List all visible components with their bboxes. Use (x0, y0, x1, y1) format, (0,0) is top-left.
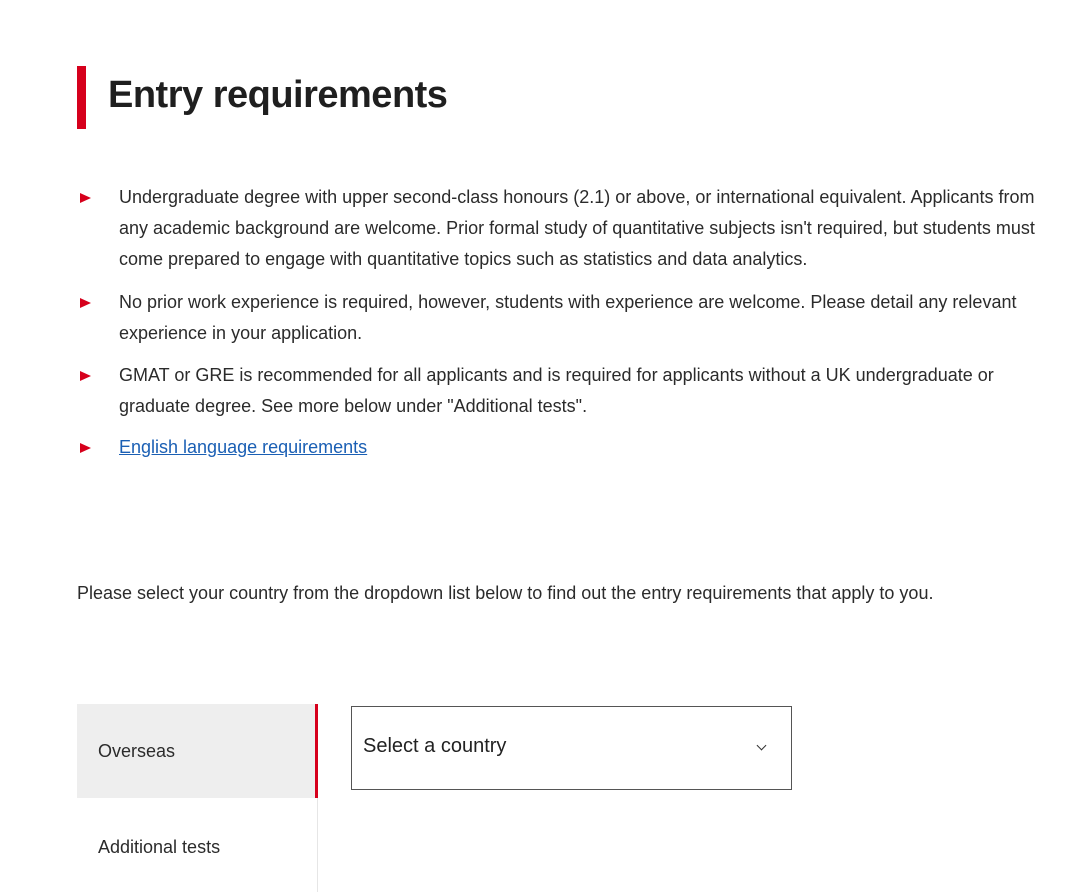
requirement-text: Undergraduate degree with upper second-class honours (2.1) or above, or international equivalent. Applicants from any academic background are welcome. Prior formal study of quantitative subjects isn't required, but students must come prepared to engage with quantitative topics such as statistics and data analytics. (119, 187, 1035, 269)
triangle-bullet-icon (80, 371, 91, 381)
country-intro-text: Please select your country from the dropdown list below to find out the entry requirements that apply to you. (77, 583, 934, 603)
requirement-text: GMAT or GRE is recommended for all applicants and is required for applicants without a UK undergraduate or graduate degree. See more below under "Additional tests". (119, 365, 994, 416)
heading-accent-bar (77, 66, 86, 129)
requirements-list (77, 182, 1037, 475)
triangle-bullet-icon (80, 443, 91, 453)
tab-label: Overseas (98, 740, 176, 761)
section-heading (77, 66, 447, 129)
english-language-requirements-link[interactable]: English language requirements (119, 437, 368, 457)
tab-label: Additional tests (98, 836, 221, 857)
tab-overseas[interactable] (77, 704, 318, 798)
section-title: Entry requirements (108, 73, 448, 116)
requirement-text: No prior work experience is required, however, students with experience are welcome. Please detail any relevant experience in your application. (119, 292, 1017, 343)
requirement-item (77, 182, 1037, 275)
country-select[interactable] (351, 706, 792, 790)
requirement-item (77, 360, 1037, 422)
chevron-down-icon (757, 740, 767, 750)
country-select-value: Select a country (363, 734, 507, 757)
requirement-item (77, 432, 1037, 463)
tab-additional-tests[interactable] (77, 798, 318, 892)
requirements-tabs (77, 704, 318, 892)
triangle-bullet-icon (80, 193, 91, 203)
triangle-bullet-icon (80, 298, 91, 308)
requirement-item (77, 287, 1037, 349)
